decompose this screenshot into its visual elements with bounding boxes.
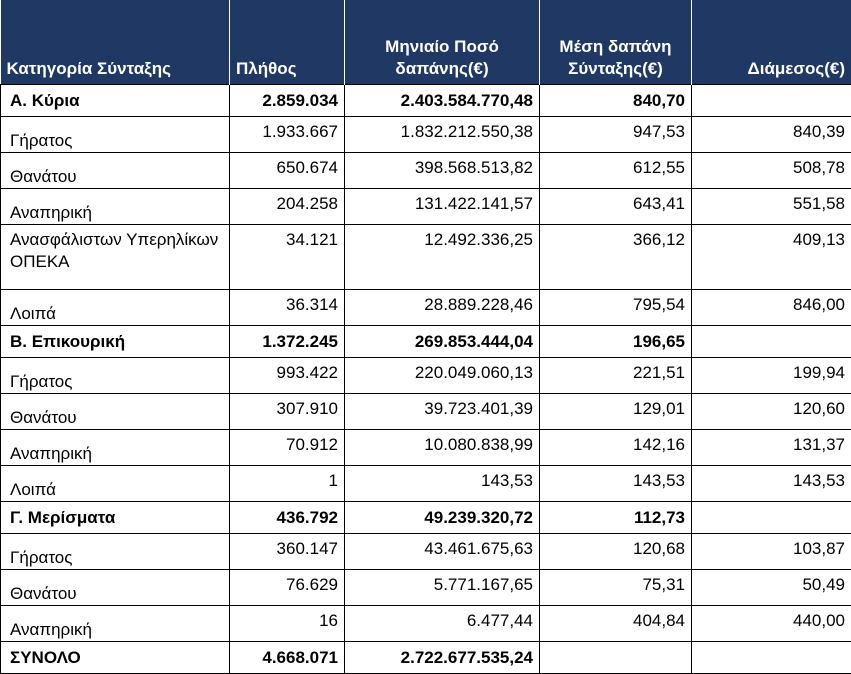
category-cell: Γήρατος (1, 117, 230, 153)
header-category: Κατηγορία Σύνταξης (1, 0, 230, 85)
median-cell: 143,53 (692, 466, 851, 502)
count-cell: 16 (230, 606, 345, 642)
monthly-amount-cell: 2.403.584.770,48 (345, 85, 540, 117)
average-cell: 404,84 (540, 606, 692, 642)
monthly-amount-cell: 12.492.336,25 (345, 225, 540, 290)
category-cell: Λοιπά (1, 466, 230, 502)
category-cell: Λοιπά (1, 290, 230, 326)
category-cell: ΣΥΝΟΛΟ (1, 642, 230, 674)
average-cell: 75,31 (540, 570, 692, 606)
count-cell: 650.674 (230, 153, 345, 189)
median-cell: 440,00 (692, 606, 851, 642)
table-row (1, 570, 851, 606)
table-row (1, 358, 851, 394)
table-row (1, 189, 851, 225)
monthly-amount-cell: 10.080.838,99 (345, 430, 540, 466)
average-cell: 612,55 (540, 153, 692, 189)
average-cell: 840,70 (540, 85, 692, 117)
monthly-amount-cell: 49.239.320,72 (345, 502, 540, 534)
median-cell (692, 85, 851, 117)
monthly-amount-cell: 5.771.167,65 (345, 570, 540, 606)
category-cell: Β. Επικουρική (1, 326, 230, 358)
average-cell: 366,12 (540, 225, 692, 290)
count-cell: 76.629 (230, 570, 345, 606)
average-cell: 142,16 (540, 430, 692, 466)
header-average: Μέση δαπάνη Σύνταξης(€) (540, 0, 692, 85)
table-row (1, 225, 851, 290)
table-header (1, 0, 851, 85)
average-cell (540, 642, 692, 674)
table-row (1, 466, 851, 502)
median-cell: 508,78 (692, 153, 851, 189)
median-cell: 199,94 (692, 358, 851, 394)
count-cell: 993.422 (230, 358, 345, 394)
average-cell: 196,65 (540, 326, 692, 358)
table-row (1, 117, 851, 153)
table-row (1, 394, 851, 430)
count-cell: 36.314 (230, 290, 345, 326)
average-cell: 143,53 (540, 466, 692, 502)
count-cell: 70.912 (230, 430, 345, 466)
table-body (1, 85, 851, 674)
category-cell: Θανάτου (1, 153, 230, 189)
count-cell: 4.668.071 (230, 642, 345, 674)
group-row (1, 326, 851, 358)
median-cell: 551,58 (692, 189, 851, 225)
table-row (1, 290, 851, 326)
median-cell: 409,13 (692, 225, 851, 290)
table-row (1, 606, 851, 642)
count-cell: 436.792 (230, 502, 345, 534)
average-cell: 112,73 (540, 502, 692, 534)
count-cell: 360.147 (230, 534, 345, 570)
count-cell: 1 (230, 466, 345, 502)
monthly-amount-cell: 398.568.513,82 (345, 153, 540, 189)
category-cell: Αναπηρική (1, 189, 230, 225)
median-cell: 840,39 (692, 117, 851, 153)
median-cell: 120,60 (692, 394, 851, 430)
count-cell: 34.121 (230, 225, 345, 290)
table-row (1, 534, 851, 570)
median-cell (692, 502, 851, 534)
category-cell: Γ. Μερίσματα (1, 502, 230, 534)
table-row (1, 430, 851, 466)
monthly-amount-cell: 28.889.228,46 (345, 290, 540, 326)
table-row (1, 153, 851, 189)
monthly-amount-cell: 131.422.141,57 (345, 189, 540, 225)
median-cell (692, 326, 851, 358)
monthly-amount-cell: 6.477,44 (345, 606, 540, 642)
count-cell: 2.859.034 (230, 85, 345, 117)
group-row (1, 642, 851, 674)
median-cell (692, 642, 851, 674)
category-cell: Γήρατος (1, 358, 230, 394)
average-cell: 947,53 (540, 117, 692, 153)
header-row (1, 0, 851, 85)
average-cell: 643,41 (540, 189, 692, 225)
header-median: Διάμεσος(€) (692, 0, 851, 85)
category-cell: Θανάτου (1, 394, 230, 430)
median-cell: 131,37 (692, 430, 851, 466)
count-cell: 307.910 (230, 394, 345, 430)
average-cell: 129,01 (540, 394, 692, 430)
count-cell: 204.258 (230, 189, 345, 225)
category-cell: Αναπηρική (1, 430, 230, 466)
category-cell: Α. Κύρια (1, 85, 230, 117)
group-row (1, 502, 851, 534)
monthly-amount-cell: 1.832.212.550,38 (345, 117, 540, 153)
monthly-amount-cell: 143,53 (345, 466, 540, 502)
average-cell: 795,54 (540, 290, 692, 326)
median-cell: 50,49 (692, 570, 851, 606)
header-count: Πλήθος (230, 0, 345, 85)
category-cell: Αναπηρική (1, 606, 230, 642)
monthly-amount-cell: 2.722.677.535,24 (345, 642, 540, 674)
monthly-amount-cell: 220.049.060,13 (345, 358, 540, 394)
monthly-amount-cell: 43.461.675,63 (345, 534, 540, 570)
average-cell: 120,68 (540, 534, 692, 570)
count-cell: 1.372.245 (230, 326, 345, 358)
median-cell: 846,00 (692, 290, 851, 326)
monthly-amount-cell: 39.723.401,39 (345, 394, 540, 430)
median-cell: 103,87 (692, 534, 851, 570)
header-monthly-amount: Μηνιαίο Ποσό δαπάνης(€) (345, 0, 540, 85)
count-cell: 1.933.667 (230, 117, 345, 153)
group-row (1, 85, 851, 117)
category-cell: Θανάτου (1, 570, 230, 606)
average-cell: 221,51 (540, 358, 692, 394)
category-cell: Γήρατος (1, 534, 230, 570)
category-cell: Ανασφάλιστων Υπερηλίκων ΟΠΕΚΑ (1, 225, 230, 290)
monthly-amount-cell: 269.853.444,04 (345, 326, 540, 358)
